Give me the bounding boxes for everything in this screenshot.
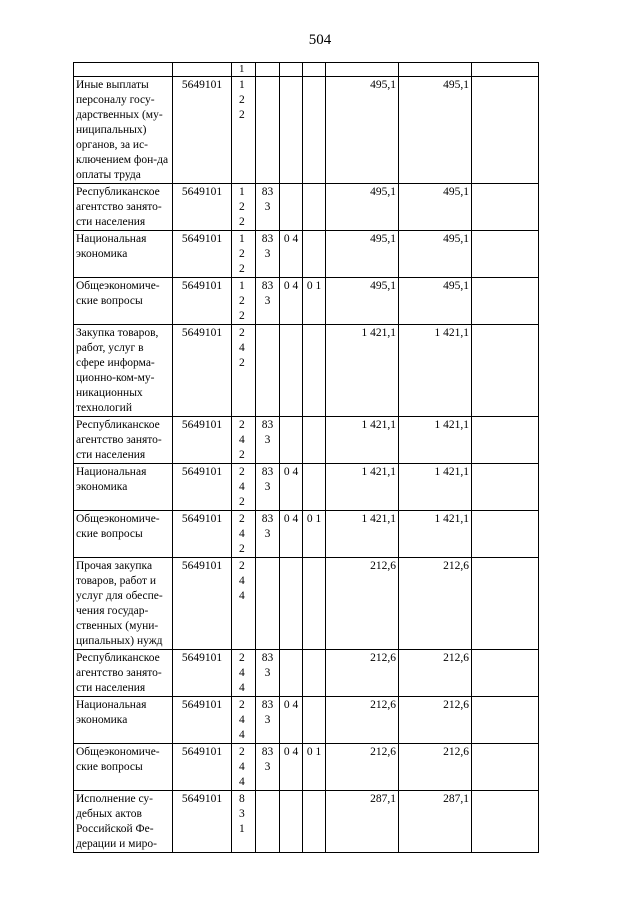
cell-rz: 0 4 [280,511,303,558]
cell-rz: 0 4 [280,744,303,791]
cell-rz [280,77,303,184]
cell-name: Республиканское агентство занято-сти населения [74,417,173,464]
cell-gr [256,791,280,853]
cell-sum3 [472,511,539,558]
cell-sum1: 495,1 [326,77,399,184]
cell-sum3 [472,791,539,853]
cell-sum1: 212,6 [326,558,399,650]
cell-gr: 83 3 [256,511,280,558]
cell-sum2: 212,6 [399,744,472,791]
cell-pr [303,558,326,650]
cell-vr: 244 [232,558,256,650]
cell-sum2: 495,1 [399,231,472,278]
cell-sum2: 212,6 [399,650,472,697]
cell-name: Национальная экономика [74,464,173,511]
cell-sum1: 1 421,1 [326,511,399,558]
cell-gr: 83 3 [256,697,280,744]
cell-csr: 5649101 [173,325,232,417]
cell-sum3 [472,77,539,184]
table-row-continuation [74,63,539,77]
cell-vr: 122 [232,77,256,184]
table-row [74,278,539,325]
cell-csr: 5649101 [173,511,232,558]
cell-gr: 83 3 [256,278,280,325]
cell-gr: 83 3 [256,744,280,791]
cell-pr [303,231,326,278]
table-row [74,231,539,278]
cell-sum3 [472,697,539,744]
cell-vr: 242 [232,464,256,511]
cell-gr [256,77,280,184]
cell-rz [280,325,303,417]
cell-sum2: 1 421,1 [399,417,472,464]
cell-csr: 5649101 [173,278,232,325]
cell-sum2 [399,63,472,77]
cell-rz: 0 4 [280,231,303,278]
cell-pr [303,697,326,744]
cell-rz [280,650,303,697]
cell-name: Национальная экономика [74,697,173,744]
budget-table [73,62,539,853]
cell-sum2: 495,1 [399,77,472,184]
cell-sum2: 287,1 [399,791,472,853]
cell-csr: 5649101 [173,697,232,744]
cell-sum2: 1 421,1 [399,511,472,558]
cell-sum2: 1 421,1 [399,464,472,511]
cell-csr: 5649101 [173,650,232,697]
cell-sum3 [472,417,539,464]
cell-sum3 [472,464,539,511]
table-row [74,464,539,511]
cell-name: Республиканское агентство занято-сти населения [74,184,173,231]
cell-name: Общеэкономиче-ские вопросы [74,744,173,791]
cell-sum1 [326,63,399,77]
cell-csr: 5649101 [173,791,232,853]
table-row [74,558,539,650]
cell-sum1: 495,1 [326,184,399,231]
cell-rz: 0 4 [280,278,303,325]
cell-csr: 5649101 [173,744,232,791]
cell-sum1: 212,6 [326,744,399,791]
cell-sum3 [472,184,539,231]
cell-vr: 242 [232,511,256,558]
table-row [74,650,539,697]
cell-rz: 0 4 [280,697,303,744]
cell-vr: 242 [232,325,256,417]
cell-rz: 0 4 [280,464,303,511]
cell-rz [280,558,303,650]
cell-name: Общеэкономиче-ские вопросы [74,278,173,325]
cell-gr: 83 3 [256,464,280,511]
cell-sum2: 1 421,1 [399,325,472,417]
table-row [74,325,539,417]
cell-sum1: 495,1 [326,231,399,278]
cell-sum1: 212,6 [326,650,399,697]
cell-name: Иные выплаты персоналу госу-дарственных (му-ниципальных) органов, за ис-ключением фон-да оплаты труда [74,77,173,184]
cell-name: Закупка товаров, работ, услуг в сфере информа-ционно-ком-му-никационных технологий [74,325,173,417]
cell-pr: 0 1 [303,744,326,791]
cell-pr [303,650,326,697]
cell-pr [303,325,326,417]
cell-csr: 5649101 [173,558,232,650]
cell-gr: 83 3 [256,184,280,231]
cell-gr [256,325,280,417]
cell-csr [173,63,232,77]
cell-csr: 5649101 [173,231,232,278]
cell-sum3 [472,63,539,77]
cell-rz [280,184,303,231]
cell-sum1: 1 421,1 [326,464,399,511]
cell-sum2: 212,6 [399,697,472,744]
cell-name: Общеэкономиче-ские вопросы [74,511,173,558]
page-number: 504 [308,32,332,48]
cell-vr: 244 [232,650,256,697]
cell-gr: 83 3 [256,417,280,464]
cell-csr: 5649101 [173,184,232,231]
cell-gr [256,63,280,77]
cell-name: Республиканское агентство занято-сти населения [74,650,173,697]
cell-pr [303,63,326,77]
cell-gr: 83 3 [256,650,280,697]
cell-gr: 83 3 [256,231,280,278]
cell-pr [303,464,326,511]
cell-pr: 0 1 [303,278,326,325]
cell-csr: 5649101 [173,417,232,464]
table-row [74,77,539,184]
cell-sum1: 495,1 [326,278,399,325]
cell-vr: 244 [232,744,256,791]
cell-sum2: 495,1 [399,278,472,325]
cell-sum1: 1 421,1 [326,325,399,417]
cell-vr: 122 [232,278,256,325]
cell-sum2: 495,1 [399,184,472,231]
cell-pr [303,417,326,464]
cell-rz [280,63,303,77]
table-row [74,791,539,853]
cell-pr [303,184,326,231]
cell-csr: 5649101 [173,77,232,184]
cell-name [74,63,173,77]
table-row [74,184,539,231]
cell-vr: 1 [232,63,256,77]
cell-vr: 122 [232,184,256,231]
cell-name: Национальная экономика [74,231,173,278]
cell-csr: 5649101 [173,464,232,511]
cell-pr [303,77,326,184]
cell-sum3 [472,325,539,417]
cell-vr: 242 [232,417,256,464]
cell-sum3 [472,278,539,325]
cell-vr: 122 [232,231,256,278]
table-row [74,744,539,791]
cell-sum2: 212,6 [399,558,472,650]
table-row [74,417,539,464]
cell-sum3 [472,231,539,278]
cell-sum1: 287,1 [326,791,399,853]
cell-sum3 [472,650,539,697]
cell-sum3 [472,744,539,791]
cell-sum3 [472,558,539,650]
cell-vr: 244 [232,697,256,744]
cell-rz [280,417,303,464]
cell-vr: 831 [232,791,256,853]
cell-pr [303,791,326,853]
table-row [74,511,539,558]
cell-name: Прочая закупка товаров, работ и услуг для обеспе-чения государ-ственных (муни-ципальных) нужд [74,558,173,650]
cell-pr: 0 1 [303,511,326,558]
cell-sum1: 212,6 [326,697,399,744]
cell-gr [256,558,280,650]
table-row [74,697,539,744]
cell-sum1: 1 421,1 [326,417,399,464]
cell-rz [280,791,303,853]
cell-name: Исполнение су-дебных актов Российской Фе-дерации и миро- [74,791,173,853]
